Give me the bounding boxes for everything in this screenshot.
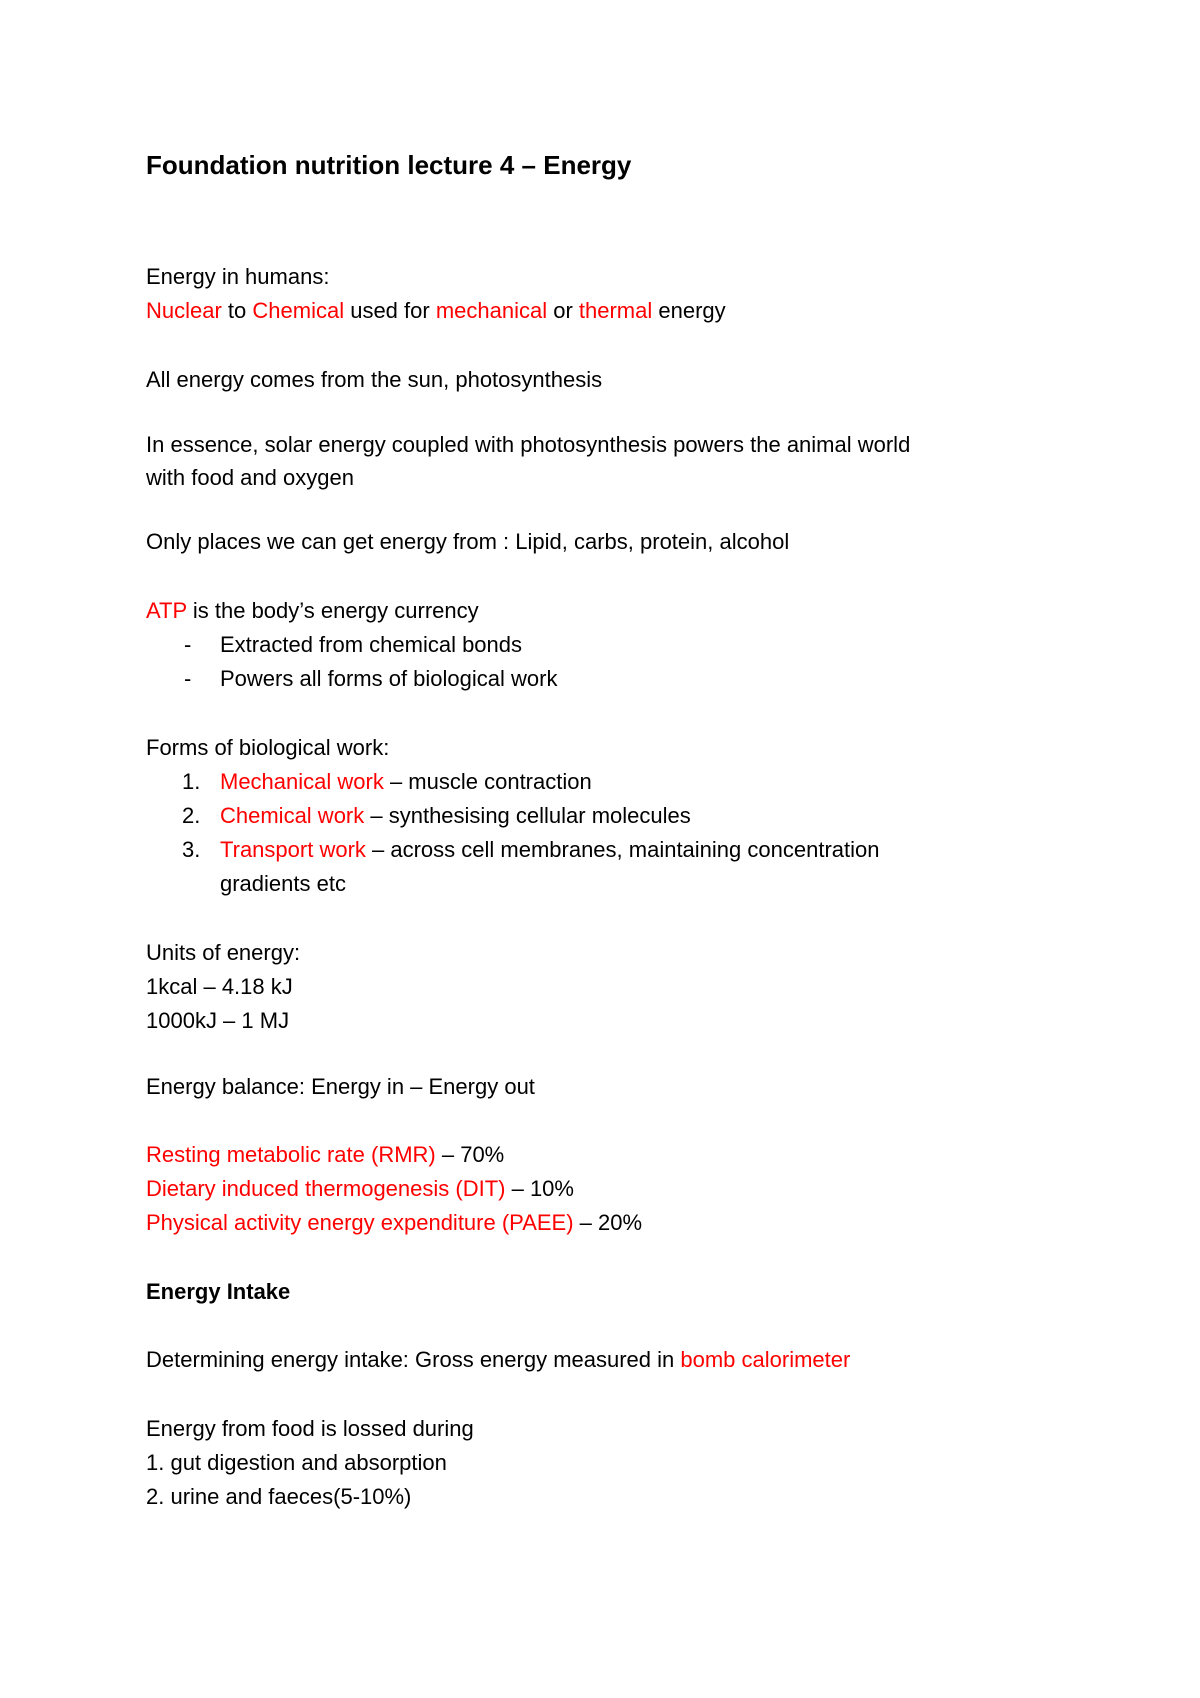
bomb-calorimeter-term: bomb calorimeter <box>680 1347 851 1372</box>
forms-item-3-continuation: gradients etc <box>220 871 346 896</box>
essence-line-2: with food and oxygen <box>146 465 354 490</box>
expenditure-dit <box>146 1174 574 1204</box>
page-title: Foundation nutrition lecture 4 – Energy <box>146 150 632 180</box>
forms-item-term: Chemical work <box>220 803 365 828</box>
text-or: or <box>547 298 579 323</box>
units-line-2: 1000kJ – 1 MJ <box>146 1008 290 1033</box>
forms-item-desc: – synthesising cellular molecules <box>364 803 691 828</box>
nuclear-term: Nuclear <box>146 298 222 323</box>
energy-loss-item-1: 1. gut digestion and absorption <box>146 1450 447 1475</box>
list-number: 1. <box>182 769 201 794</box>
energy-lossed-line: Energy from food is lossed during <box>146 1416 474 1441</box>
atp-line <box>146 596 479 626</box>
chemical-term: Chemical <box>252 298 345 323</box>
energy-balance-line: Energy balance: Energy in – Energy out <box>146 1074 535 1099</box>
expenditure-value: – 20% <box>573 1210 643 1235</box>
atp-bullet-2: Powers all forms of biological work <box>220 666 558 691</box>
forms-item-desc: – muscle contraction <box>383 769 592 794</box>
expenditure-value: – 10% <box>505 1176 574 1201</box>
forms-heading: Forms of biological work: <box>146 735 390 760</box>
atp-bullet-1: Extracted from chemical bonds <box>220 632 523 657</box>
expenditure-rmr <box>146 1140 504 1170</box>
sun-line: All energy comes from the sun, photosynthesis <box>146 367 603 392</box>
atp-term: ATP <box>146 598 187 623</box>
bullet-mark: - <box>184 666 192 691</box>
atp-rest: is the body’s energy currency <box>186 598 479 623</box>
forms-item-term: Transport work <box>220 837 366 862</box>
energy-intake-heading: Energy Intake <box>146 1279 291 1304</box>
expenditure-value: – 70% <box>435 1142 505 1167</box>
text-energy: energy <box>652 298 726 323</box>
expenditure-term: Physical activity energy expenditure (PAEE) <box>146 1210 574 1235</box>
units-heading: Units of energy: <box>146 940 301 965</box>
thermal-term: thermal <box>578 298 653 323</box>
energy-in-humans-heading: Energy in humans: <box>146 264 330 289</box>
expenditure-term: Dietary induced thermogenesis (DIT) <box>146 1176 506 1201</box>
mechanical-term: mechanical <box>435 298 548 323</box>
expenditure-term: Resting metabolic rate (RMR) <box>146 1142 436 1167</box>
list-number: 2. <box>182 803 201 828</box>
forms-item-term: Mechanical work <box>220 769 384 794</box>
forms-item-3 <box>220 835 879 865</box>
forms-item-desc: – across cell membranes, maintaining concentration <box>365 837 880 862</box>
text-to: to <box>221 298 253 323</box>
energy-conversion-line <box>146 296 726 326</box>
expenditure-paee <box>146 1208 642 1238</box>
text-used-for: used for <box>344 298 436 323</box>
forms-item-1 <box>220 767 592 797</box>
bullet-mark: - <box>184 632 192 657</box>
units-line-1: 1kcal – 4.18 kJ <box>146 974 293 999</box>
determining-text: Determining energy intake: Gross energy measured in <box>146 1347 681 1372</box>
forms-item-2 <box>220 801 691 831</box>
list-number: 3. <box>182 837 201 862</box>
essence-line-1: In essence, solar energy coupled with photosynthesis powers the animal world <box>146 432 911 457</box>
only-places-line: Only places we can get energy from : Lipid, carbs, protein, alcohol <box>146 529 790 554</box>
determining-intake-line <box>146 1345 850 1375</box>
energy-loss-item-2: 2. urine and faeces(5-10%) <box>146 1484 412 1509</box>
